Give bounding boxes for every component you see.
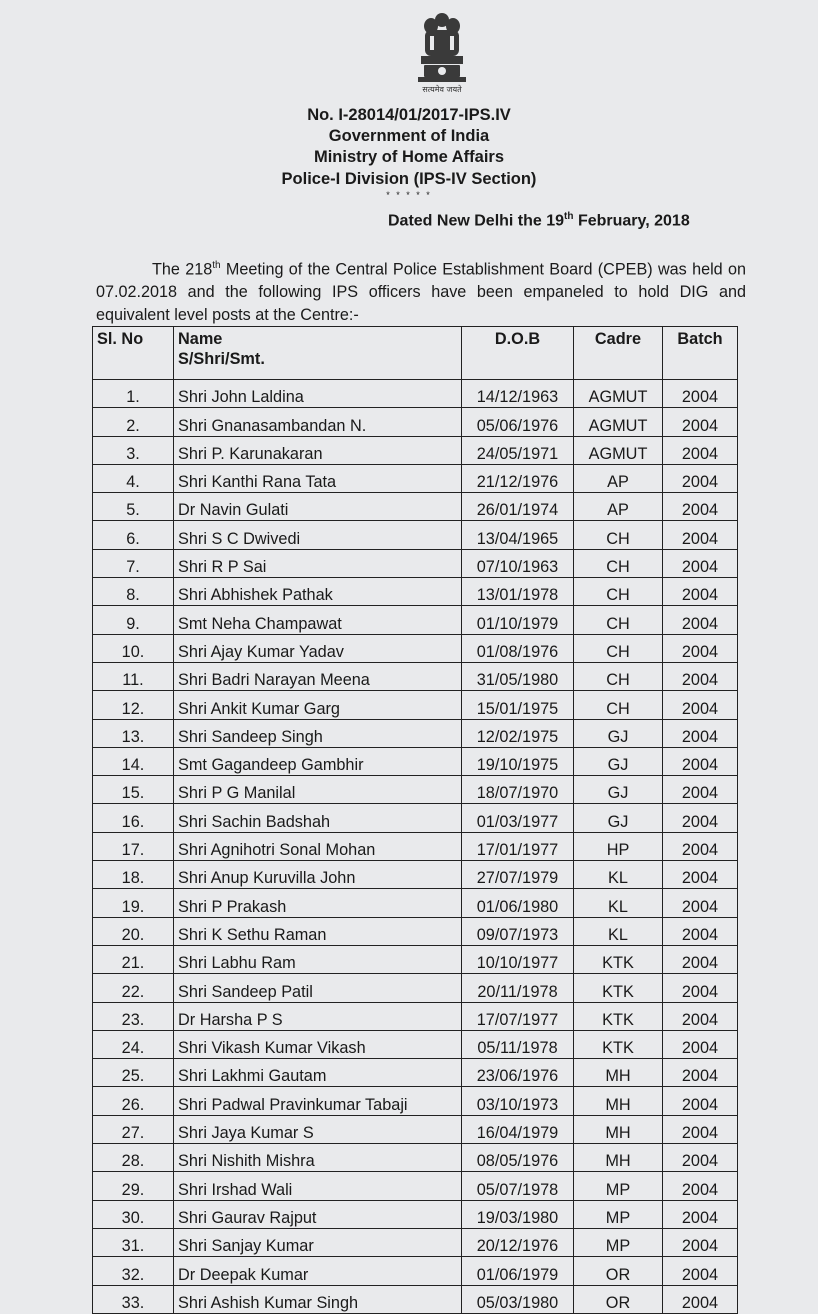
batch-cell: 2004	[663, 1144, 738, 1172]
cadre-cell: AGMUT	[574, 436, 663, 464]
dob-cell: 12/02/1975	[462, 719, 574, 747]
sl-cell: 33.	[93, 1285, 174, 1313]
dob-cell: 05/06/1976	[462, 408, 574, 436]
table-row	[93, 1115, 738, 1143]
sl-cell: 12.	[93, 691, 174, 719]
name-cell: Shri R P Sai	[174, 549, 462, 577]
sl-cell: 4.	[93, 464, 174, 492]
dob-cell: 26/01/1974	[462, 493, 574, 521]
batch-cell: 2004	[663, 1200, 738, 1228]
cadre-cell: MP	[574, 1228, 663, 1256]
cadre-cell: AP	[574, 493, 663, 521]
dob-cell: 21/12/1976	[462, 464, 574, 492]
table-row	[93, 549, 738, 577]
table-row	[93, 861, 738, 889]
cadre-cell: KTK	[574, 945, 663, 973]
batch-cell: 2004	[663, 747, 738, 775]
name-cell: Shri Sandeep Singh	[174, 719, 462, 747]
table-row	[93, 691, 738, 719]
cadre-cell: CH	[574, 549, 663, 577]
sl-cell: 31.	[93, 1228, 174, 1256]
cadre-cell: MP	[574, 1200, 663, 1228]
ashoka-emblem-icon	[414, 10, 470, 94]
cadre-cell: AGMUT	[574, 380, 663, 408]
dob-cell: 01/03/1977	[462, 804, 574, 832]
sl-cell: 10.	[93, 634, 174, 662]
batch-cell: 2004	[663, 776, 738, 804]
dob-cell: 20/12/1976	[462, 1228, 574, 1256]
name-cell: Shri Sachin Badshah	[174, 804, 462, 832]
dob-cell: 10/10/1977	[462, 945, 574, 973]
dob-cell: 19/03/1980	[462, 1200, 574, 1228]
sl-cell: 21.	[93, 945, 174, 973]
name-cell: Shri Jaya Kumar S	[174, 1115, 462, 1143]
sl-cell: 15.	[93, 776, 174, 804]
name-cell: Shri Ankit Kumar Garg	[174, 691, 462, 719]
table-row	[93, 832, 738, 860]
sl-cell: 3.	[93, 436, 174, 464]
batch-cell: 2004	[663, 1115, 738, 1143]
table-row	[93, 1285, 738, 1313]
dob-cell: 01/08/1976	[462, 634, 574, 662]
name-cell: Shri Vikash Kumar Vikash	[174, 1030, 462, 1058]
cadre-cell: MP	[574, 1172, 663, 1200]
table-row	[93, 1257, 738, 1285]
cadre-cell: GJ	[574, 747, 663, 775]
table-row	[93, 747, 738, 775]
dob-cell: 19/10/1975	[462, 747, 574, 775]
sl-cell: 26.	[93, 1087, 174, 1115]
sl-cell: 25.	[93, 1059, 174, 1087]
table-row	[93, 804, 738, 832]
sl-cell: 7.	[93, 549, 174, 577]
cadre-cell: GJ	[574, 719, 663, 747]
sl-cell: 24.	[93, 1030, 174, 1058]
dob-cell: 09/07/1973	[462, 917, 574, 945]
sl-cell: 16.	[93, 804, 174, 832]
cadre-cell: CH	[574, 634, 663, 662]
emblem-motto: सत्यमेव जयते	[422, 85, 462, 94]
table-row	[93, 464, 738, 492]
name-cell: Shri Gaurav Rajput	[174, 1200, 462, 1228]
table-row	[93, 634, 738, 662]
table-row	[93, 917, 738, 945]
table-row	[93, 578, 738, 606]
sl-cell: 11.	[93, 662, 174, 690]
name-cell: Shri John Laldina	[174, 380, 462, 408]
name-cell: Shri Nishith Mishra	[174, 1144, 462, 1172]
table-row	[93, 1144, 738, 1172]
batch-cell: 2004	[663, 662, 738, 690]
table-row	[93, 436, 738, 464]
header-cadre: Cadre	[574, 327, 663, 380]
cadre-cell: AP	[574, 464, 663, 492]
name-cell: Shri Labhu Ram	[174, 945, 462, 973]
government-name: Government of India	[328, 127, 490, 145]
table-row	[93, 1087, 738, 1115]
dob-cell: 17/01/1977	[462, 832, 574, 860]
dob-cell: 31/05/1980	[462, 662, 574, 690]
dob-cell: 01/10/1979	[462, 606, 574, 634]
dob-cell: 15/01/1975	[462, 691, 574, 719]
dob-cell: 13/01/1978	[462, 578, 574, 606]
header-dob: D.O.B	[462, 327, 574, 380]
sl-cell: 29.	[93, 1172, 174, 1200]
dob-cell: 23/06/1976	[462, 1059, 574, 1087]
table-row	[93, 776, 738, 804]
sl-cell: 22.	[93, 974, 174, 1002]
batch-cell: 2004	[663, 917, 738, 945]
dob-cell: 13/04/1965	[462, 521, 574, 549]
cadre-cell: KL	[574, 889, 663, 917]
sl-cell: 30.	[93, 1200, 174, 1228]
division-name: Police-I Division (IPS-IV Section)	[281, 170, 537, 188]
dob-cell: 20/11/1978	[462, 974, 574, 1002]
table-row	[93, 521, 738, 549]
cadre-cell: HP	[574, 832, 663, 860]
dob-cell: 07/10/1963	[462, 549, 574, 577]
separator-stars: * * * * *	[386, 190, 432, 200]
name-cell: Shri Irshad Wali	[174, 1172, 462, 1200]
sl-cell: 8.	[93, 578, 174, 606]
name-cell: Shri Agnihotri Sonal Mohan	[174, 832, 462, 860]
dob-cell: 24/05/1971	[462, 436, 574, 464]
batch-cell: 2004	[663, 691, 738, 719]
name-cell: Shri Ashish Kumar Singh	[174, 1285, 462, 1313]
batch-cell: 2004	[663, 408, 738, 436]
sl-cell: 27.	[93, 1115, 174, 1143]
dob-cell: 14/12/1963	[462, 380, 574, 408]
sl-cell: 9.	[93, 606, 174, 634]
batch-cell: 2004	[663, 832, 738, 860]
sl-cell: 28.	[93, 1144, 174, 1172]
batch-cell: 2004	[663, 549, 738, 577]
name-cell: Shri P Prakash	[174, 889, 462, 917]
name-cell: Shri Padwal Pravinkumar Tabaji	[174, 1087, 462, 1115]
batch-cell: 2004	[663, 1059, 738, 1087]
cadre-cell: OR	[574, 1257, 663, 1285]
table-row	[93, 1059, 738, 1087]
dob-cell: 27/07/1979	[462, 861, 574, 889]
table-row	[93, 1228, 738, 1256]
sl-cell: 2.	[93, 408, 174, 436]
cadre-cell: CH	[574, 578, 663, 606]
dob-cell: 05/07/1978	[462, 1172, 574, 1200]
name-cell: Shri S C Dwivedi	[174, 521, 462, 549]
table-row	[93, 380, 738, 408]
table-row	[93, 889, 738, 917]
name-cell: Shri Badri Narayan Meena	[174, 662, 462, 690]
name-cell: Shri P G Manilal	[174, 776, 462, 804]
table-header-row	[93, 327, 738, 380]
batch-cell: 2004	[663, 493, 738, 521]
batch-cell: 2004	[663, 464, 738, 492]
table-row	[93, 493, 738, 521]
cadre-cell: MH	[574, 1115, 663, 1143]
batch-cell: 2004	[663, 606, 738, 634]
name-cell: Shri Gnanasambandan N.	[174, 408, 462, 436]
dob-cell: 05/03/1980	[462, 1285, 574, 1313]
cadre-cell: MH	[574, 1144, 663, 1172]
dob-cell: 05/11/1978	[462, 1030, 574, 1058]
header-name: Name S/Shri/Smt.	[174, 327, 462, 380]
header-sl-no: Sl. No	[93, 327, 174, 380]
sl-cell: 13.	[93, 719, 174, 747]
name-cell: Dr Harsha P S	[174, 1002, 462, 1030]
cadre-cell: CH	[574, 662, 663, 690]
sl-cell: 19.	[93, 889, 174, 917]
table-row	[93, 1172, 738, 1200]
table-row	[93, 974, 738, 1002]
dob-cell: 01/06/1980	[462, 889, 574, 917]
name-cell: Shri Ajay Kumar Yadav	[174, 634, 462, 662]
table-row	[93, 719, 738, 747]
cadre-cell: KTK	[574, 1030, 663, 1058]
sl-cell: 17.	[93, 832, 174, 860]
cadre-cell: KTK	[574, 1002, 663, 1030]
name-cell: Shri Abhishek Pathak	[174, 578, 462, 606]
cadre-cell: CH	[574, 606, 663, 634]
cadre-cell: CH	[574, 521, 663, 549]
cadre-cell: AGMUT	[574, 408, 663, 436]
batch-cell: 2004	[663, 1257, 738, 1285]
table-row	[93, 408, 738, 436]
sl-cell: 1.	[93, 380, 174, 408]
batch-cell: 2004	[663, 804, 738, 832]
name-cell: Shri Sanjay Kumar	[174, 1228, 462, 1256]
dob-cell: 01/06/1979	[462, 1257, 574, 1285]
dob-cell: 18/07/1970	[462, 776, 574, 804]
batch-cell: 2004	[663, 1228, 738, 1256]
cadre-cell: MH	[574, 1059, 663, 1087]
batch-cell: 2004	[663, 380, 738, 408]
sl-cell: 23.	[93, 1002, 174, 1030]
sl-cell: 32.	[93, 1257, 174, 1285]
sl-cell: 5.	[93, 493, 174, 521]
batch-cell: 2004	[663, 861, 738, 889]
name-cell: Shri Sandeep Patil	[174, 974, 462, 1002]
sl-cell: 20.	[93, 917, 174, 945]
table-row	[93, 606, 738, 634]
dob-cell: 16/04/1979	[462, 1115, 574, 1143]
dob-cell: 08/05/1976	[462, 1144, 574, 1172]
cadre-cell: KL	[574, 917, 663, 945]
batch-cell: 2004	[663, 1172, 738, 1200]
ministry-name: Ministry of Home Affairs	[313, 148, 505, 166]
name-cell: Shri Anup Kuruvilla John	[174, 861, 462, 889]
cadre-cell: KL	[574, 861, 663, 889]
table-row	[93, 945, 738, 973]
name-cell: Shri Kanthi Rana Tata	[174, 464, 462, 492]
name-cell: Smt Gagandeep Gambhir	[174, 747, 462, 775]
header-batch: Batch	[663, 327, 738, 380]
cadre-cell: MH	[574, 1087, 663, 1115]
cadre-cell: CH	[574, 691, 663, 719]
dated-line: Dated New Delhi the 19th February, 2018	[388, 211, 690, 230]
table-row	[93, 1030, 738, 1058]
batch-cell: 2004	[663, 889, 738, 917]
table-row	[93, 1200, 738, 1228]
dob-cell: 17/07/1977	[462, 1002, 574, 1030]
sl-cell: 14.	[93, 747, 174, 775]
table-row	[93, 1002, 738, 1030]
dob-cell: 03/10/1973	[462, 1087, 574, 1115]
cadre-cell: GJ	[574, 804, 663, 832]
name-cell: Dr Navin Gulati	[174, 493, 462, 521]
batch-cell: 2004	[663, 1002, 738, 1030]
intro-paragraph: The 218th Meeting of the Central Police Establishment Board (CPEB) was held on 07.02.2018 and the following IPS officers have been empaneled to hold DIG and equivalent level posts at the Centre:-	[96, 260, 746, 325]
cadre-cell: KTK	[574, 974, 663, 1002]
batch-cell: 2004	[663, 578, 738, 606]
batch-cell: 2004	[663, 945, 738, 973]
batch-cell: 2004	[663, 1285, 738, 1313]
batch-cell: 2004	[663, 974, 738, 1002]
batch-cell: 2004	[663, 521, 738, 549]
name-cell: Shri K Sethu Raman	[174, 917, 462, 945]
sl-cell: 18.	[93, 861, 174, 889]
batch-cell: 2004	[663, 436, 738, 464]
table-row	[93, 662, 738, 690]
name-cell: Shri P. Karunakaran	[174, 436, 462, 464]
batch-cell: 2004	[663, 634, 738, 662]
cadre-cell: OR	[574, 1285, 663, 1313]
batch-cell: 2004	[663, 719, 738, 747]
name-cell: Smt Neha Champawat	[174, 606, 462, 634]
name-cell: Shri Lakhmi Gautam	[174, 1059, 462, 1087]
name-cell: Dr Deepak Kumar	[174, 1257, 462, 1285]
sl-cell: 6.	[93, 521, 174, 549]
officers-table	[92, 326, 738, 1314]
batch-cell: 2004	[663, 1087, 738, 1115]
batch-cell: 2004	[663, 1030, 738, 1058]
cadre-cell: GJ	[574, 776, 663, 804]
reference-number: No. I-28014/01/2017-IPS.IV	[307, 106, 511, 124]
